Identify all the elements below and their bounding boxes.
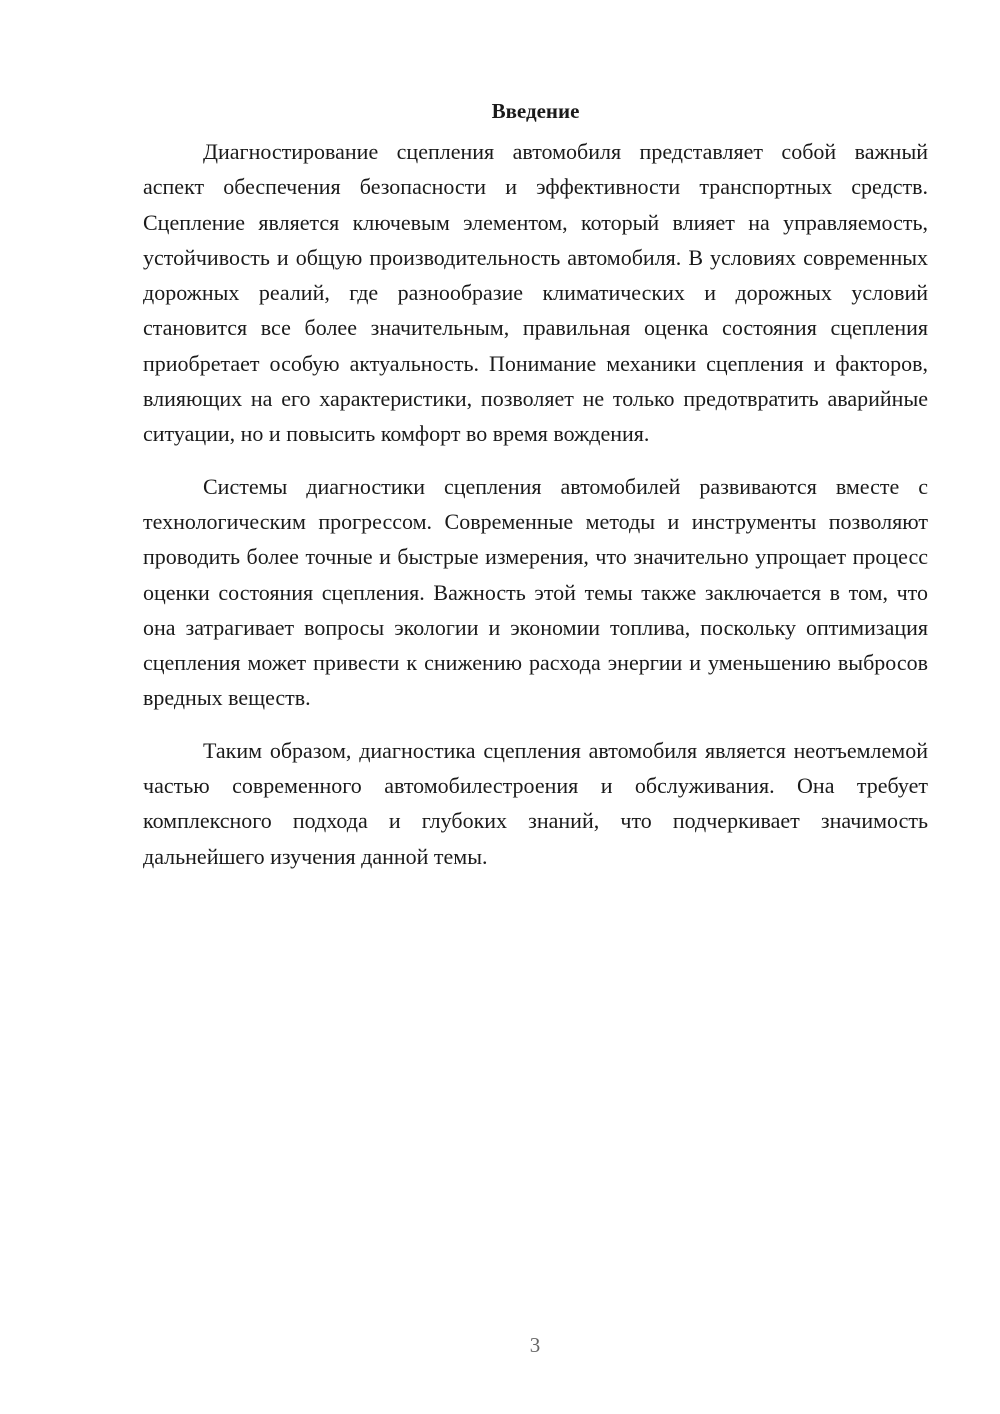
paragraph-3: Таким образом, диагностика сцепления автомобиля является неотъемлемой частью современного автомобилестроения и обслуживания. Она требует комплексного подхода и глубоких знаний, что подчеркивает значимость дальнейшего изучения данной темы. bbox=[143, 737, 928, 869]
paragraph-2: Системы диагностики сцепления автомобилей развиваются вместе с технологическим прогрессом. Современные методы и инструменты позволяют проводить более точные и быстрые измерения, что значительно упрощает процесс оценки состояния сцепления. Важность этой темы также заключается в том, что она затрагивает вопросы экологии и экономии топлива, поскольку оптимизация сцепления может привести к снижению расхода энергии и уменьшению выбросов вредных веществ. bbox=[143, 473, 928, 711]
paragraph-1: Диагностирование сцепления автомобиля представляет собой важный аспект обеспечения безопасности и эффективности транспортных средств. Сцепление является ключевым элементом, который влияет на управляемость, устойчивость и общую производительность автомобиля. В условиях современных дорожных реалий, где разнообразие климатических и дорожных условий становится все более значительным, правильная оценка состояния сцепления приобретает особую актуальность. Понимание механики сцепления и факторов, влияющих на его характеристики, позволяет не только предотвратить аварийные ситуации, но и повысить комфорт во время вождения. bbox=[143, 139, 928, 447]
page-number: 3 bbox=[529, 1333, 541, 1357]
page-content bbox=[143, 96, 928, 891]
section-heading: Введение bbox=[491, 99, 580, 123]
